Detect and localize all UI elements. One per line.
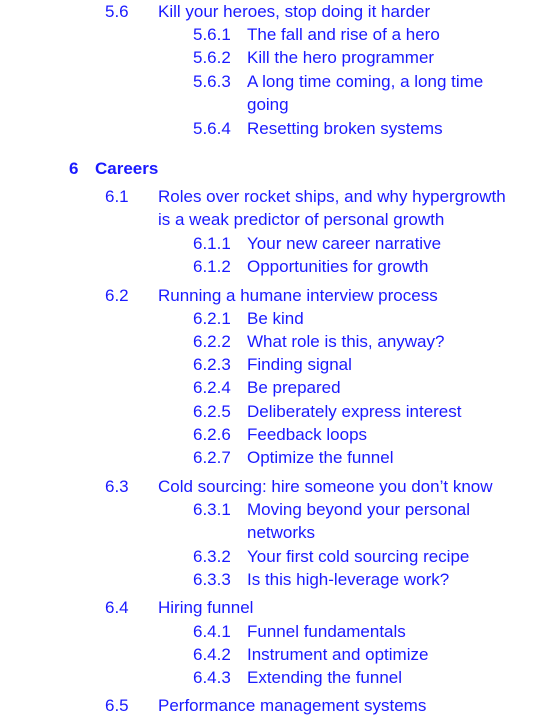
section-title: Finding signal	[247, 355, 352, 374]
section-title: Funnel fundamentals	[247, 622, 406, 641]
section-number: 6.4	[105, 598, 129, 617]
section-number: 6.2.4	[193, 378, 231, 397]
section-number: 6.2.2	[193, 332, 231, 351]
section-title: Deliberately express interest	[247, 402, 462, 421]
section-number: 6.2.5	[193, 402, 231, 421]
section-title: Performance management systems	[158, 696, 427, 715]
section-number: 6.1	[105, 187, 129, 206]
section-title-line-2: going	[247, 95, 289, 114]
section-number: 6.3.3	[193, 570, 231, 589]
section-number: 6.3.2	[193, 547, 231, 566]
section-title-line-1: A long time coming, a long time	[247, 72, 484, 91]
section-title: Optimize the funnel	[247, 448, 394, 467]
section-title: Be prepared	[247, 378, 341, 397]
section-number: 5.6.4	[193, 119, 231, 138]
section-number: 6.2.6	[193, 425, 231, 444]
section-number: 6.2	[105, 286, 129, 305]
section-number: 6.4.2	[193, 645, 231, 664]
section-title: Extending the funnel	[247, 668, 403, 687]
section-title-line-2: networks	[247, 523, 316, 542]
section-number: 5.6.3	[193, 72, 231, 91]
section-number: 6.2.1	[193, 309, 231, 328]
section-title: Resetting broken systems	[247, 119, 443, 138]
section-title: Opportunities for growth	[247, 257, 429, 276]
section-number: 6.5	[105, 696, 129, 715]
section-number: 6.4.3	[193, 668, 231, 687]
section-number: 6.2.7	[193, 448, 231, 467]
section-title: Kill the hero programmer	[247, 48, 435, 67]
section-title-line-1: Roles over rocket ships, and why hypergrowth	[158, 187, 506, 206]
section-title: Hiring funnel	[158, 598, 254, 617]
section-title: Instrument and optimize	[247, 645, 429, 664]
section-title: The fall and rise of a hero	[247, 25, 440, 44]
section-title: Feedback loops	[247, 425, 368, 444]
section-number: 5.6	[105, 2, 129, 21]
section-number: 5.6.2	[193, 48, 231, 67]
section-number: 6.1.1	[193, 234, 231, 253]
section-title-line-1: Moving beyond your personal	[247, 500, 471, 519]
section-title-line-2: is a weak predictor of personal growth	[158, 210, 445, 229]
section-number: 6.4.1	[193, 622, 231, 641]
section-number: 6.3	[105, 477, 129, 496]
chapter-number: 6	[69, 159, 79, 178]
section-title: Running a humane interview process	[158, 286, 438, 305]
section-number: 6.3.1	[193, 500, 231, 519]
section-number: 6.1.2	[193, 257, 231, 276]
section-title: Cold sourcing: hire someone you don’t know	[158, 477, 493, 496]
chapter-title: Careers	[95, 159, 159, 178]
section-number: 5.6.1	[193, 25, 231, 44]
section-number: 6.2.3	[193, 355, 231, 374]
section-title: Kill your heroes, stop doing it harder	[158, 2, 431, 21]
section-title: Is this high-leverage work?	[247, 570, 450, 589]
section-title: Your new career narrative	[247, 234, 442, 253]
section-title: Your first cold sourcing recipe	[247, 547, 470, 566]
section-title: What role is this, anyway?	[247, 332, 445, 351]
section-title: Be kind	[247, 309, 304, 328]
